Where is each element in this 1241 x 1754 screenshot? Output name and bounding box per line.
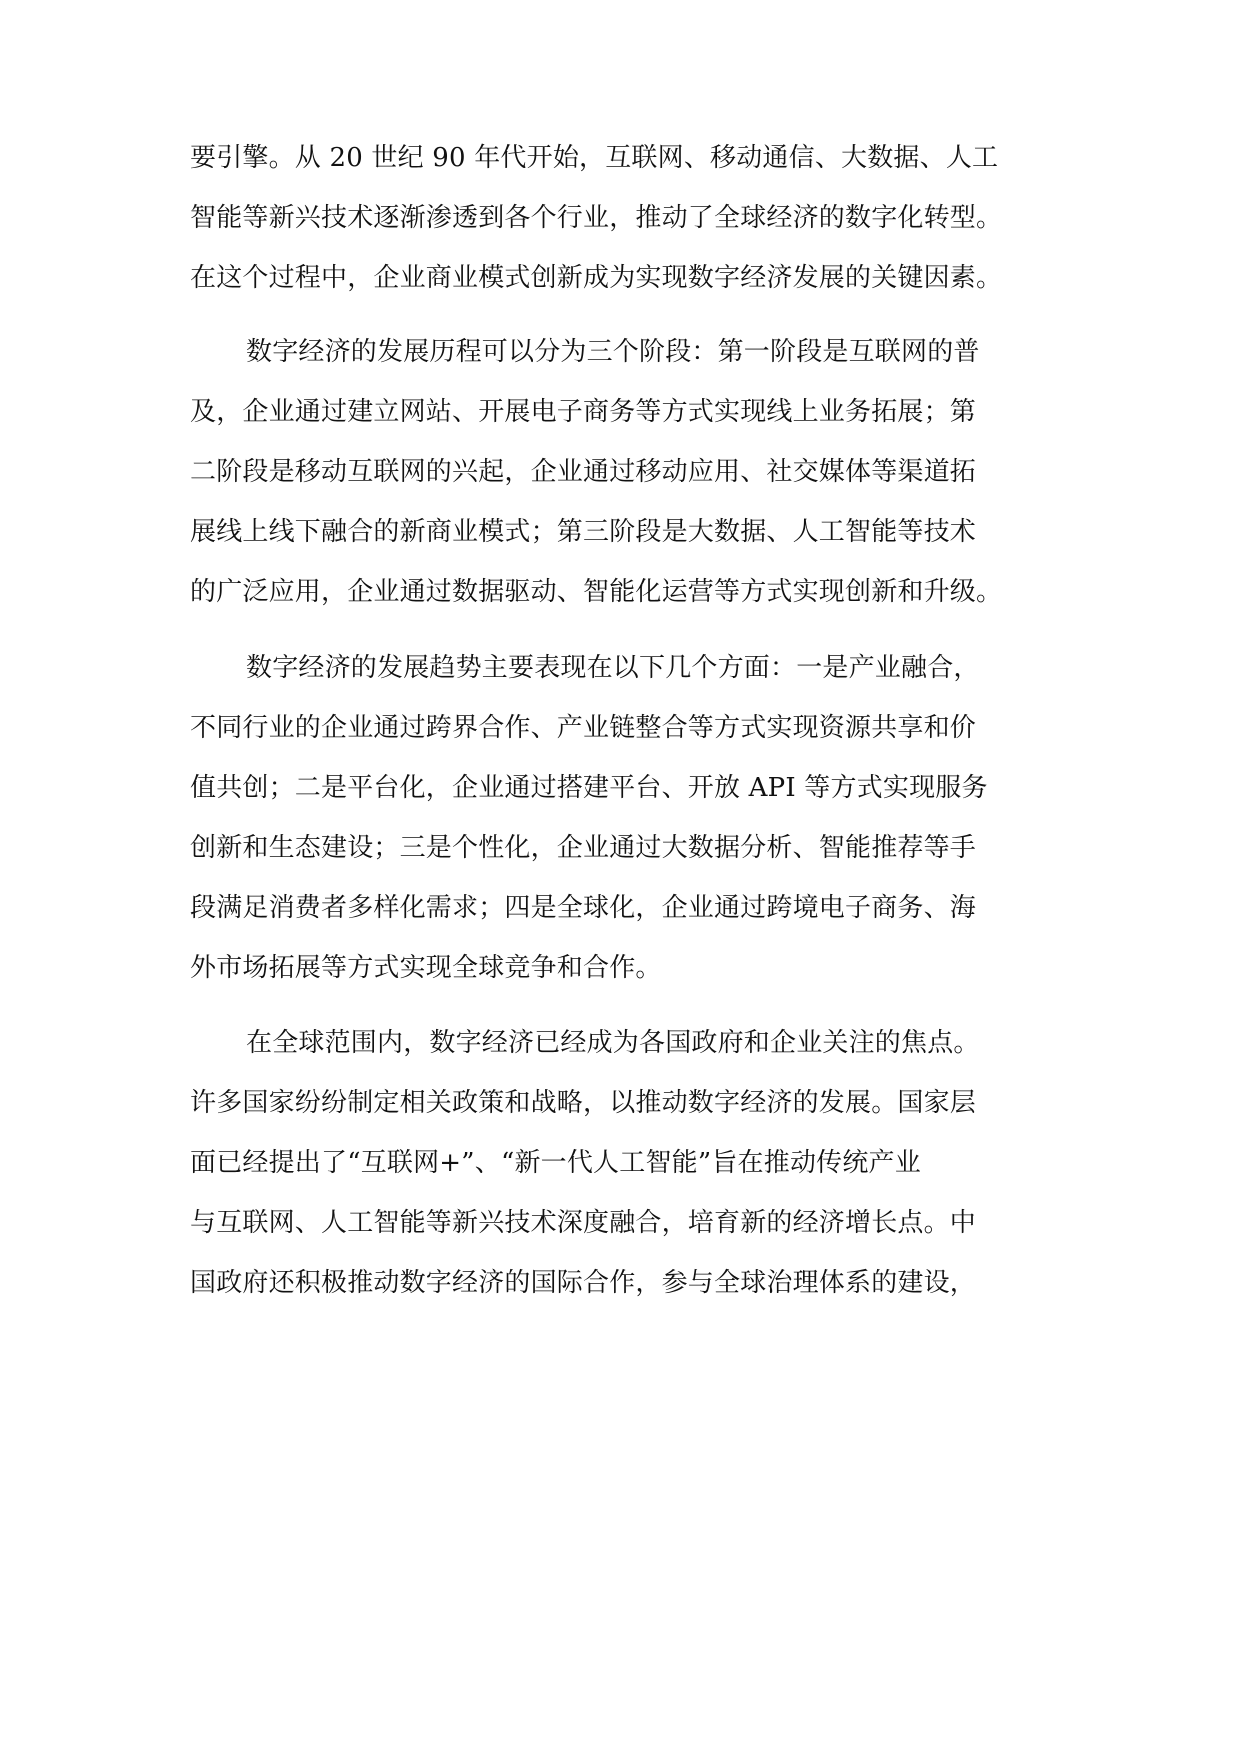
paragraph-3-line-1: 数字经济的发展趋势主要表现在以下几个方面：一是产业融合，: [246, 653, 980, 683]
paragraph-3-line-4: 创新和生态建设；三是个性化，企业通过大数据分析、智能推荐等手: [190, 833, 977, 863]
paragraph-2-line-4: 展线上线下融合的新商业模式；第三阶段是大数据、人工智能等技术: [190, 517, 977, 547]
paragraph-1-line-1: 要引擎。从 20 世纪 90 年代开始，互联网、移动通信、大数据、人工: [190, 143, 999, 173]
paragraph-1-line-3: 在这个过程中，企业商业模式创新成为实现数字经济发展的关键因素。: [190, 263, 1003, 293]
paragraph-2-line-1: 数字经济的发展历程可以分为三个阶段：第一阶段是互联网的普: [246, 337, 980, 367]
paragraph-2-line-3: 二阶段是移动互联网的兴起，企业通过移动应用、社交媒体等渠道拓: [190, 457, 977, 487]
paragraph-2-line-2: 及，企业通过建立网站、开展电子商务等方式实现线上业务拓展；第: [190, 397, 977, 427]
paragraph-2-line-5: 的广泛应用，企业通过数据驱动、智能化运营等方式实现创新和升级。: [190, 577, 1003, 607]
paragraph-4-line-5: 国政府还积极推动数字经济的国际合作，参与全球治理体系的建设，: [190, 1268, 977, 1298]
paragraph-3-line-6: 外市场拓展等方式实现全球竞争和合作。: [190, 953, 662, 983]
paragraph-3-line-2: 不同行业的企业通过跨界合作、产业链整合等方式实现资源共享和价: [190, 713, 977, 743]
paragraph-4-line-3: 面已经提出了“互联网+”、“新一代人工智能”旨在推动传统产业: [190, 1148, 921, 1178]
paragraph-4-line-2: 许多国家纷纷制定相关政策和战略，以推动数字经济的发展。国家层: [190, 1088, 977, 1118]
paragraph-4-line-4: 与互联网、人工智能等新兴技术深度融合，培育新的经济增长点。中: [190, 1208, 977, 1238]
paragraph-1-line-2: 智能等新兴技术逐渐渗透到各个行业，推动了全球经济的数字化转型。: [190, 203, 1003, 233]
paragraph-4-line-1: 在全球范围内，数字经济已经成为各国政府和企业关注的焦点。: [246, 1028, 980, 1058]
paragraph-3-line-5: 段满足消费者多样化需求；四是全球化，企业通过跨境电子商务、海: [190, 893, 977, 923]
paragraph-3-line-3: 值共创；二是平台化，企业通过搭建平台、开放 API 等方式实现服务: [190, 773, 988, 803]
